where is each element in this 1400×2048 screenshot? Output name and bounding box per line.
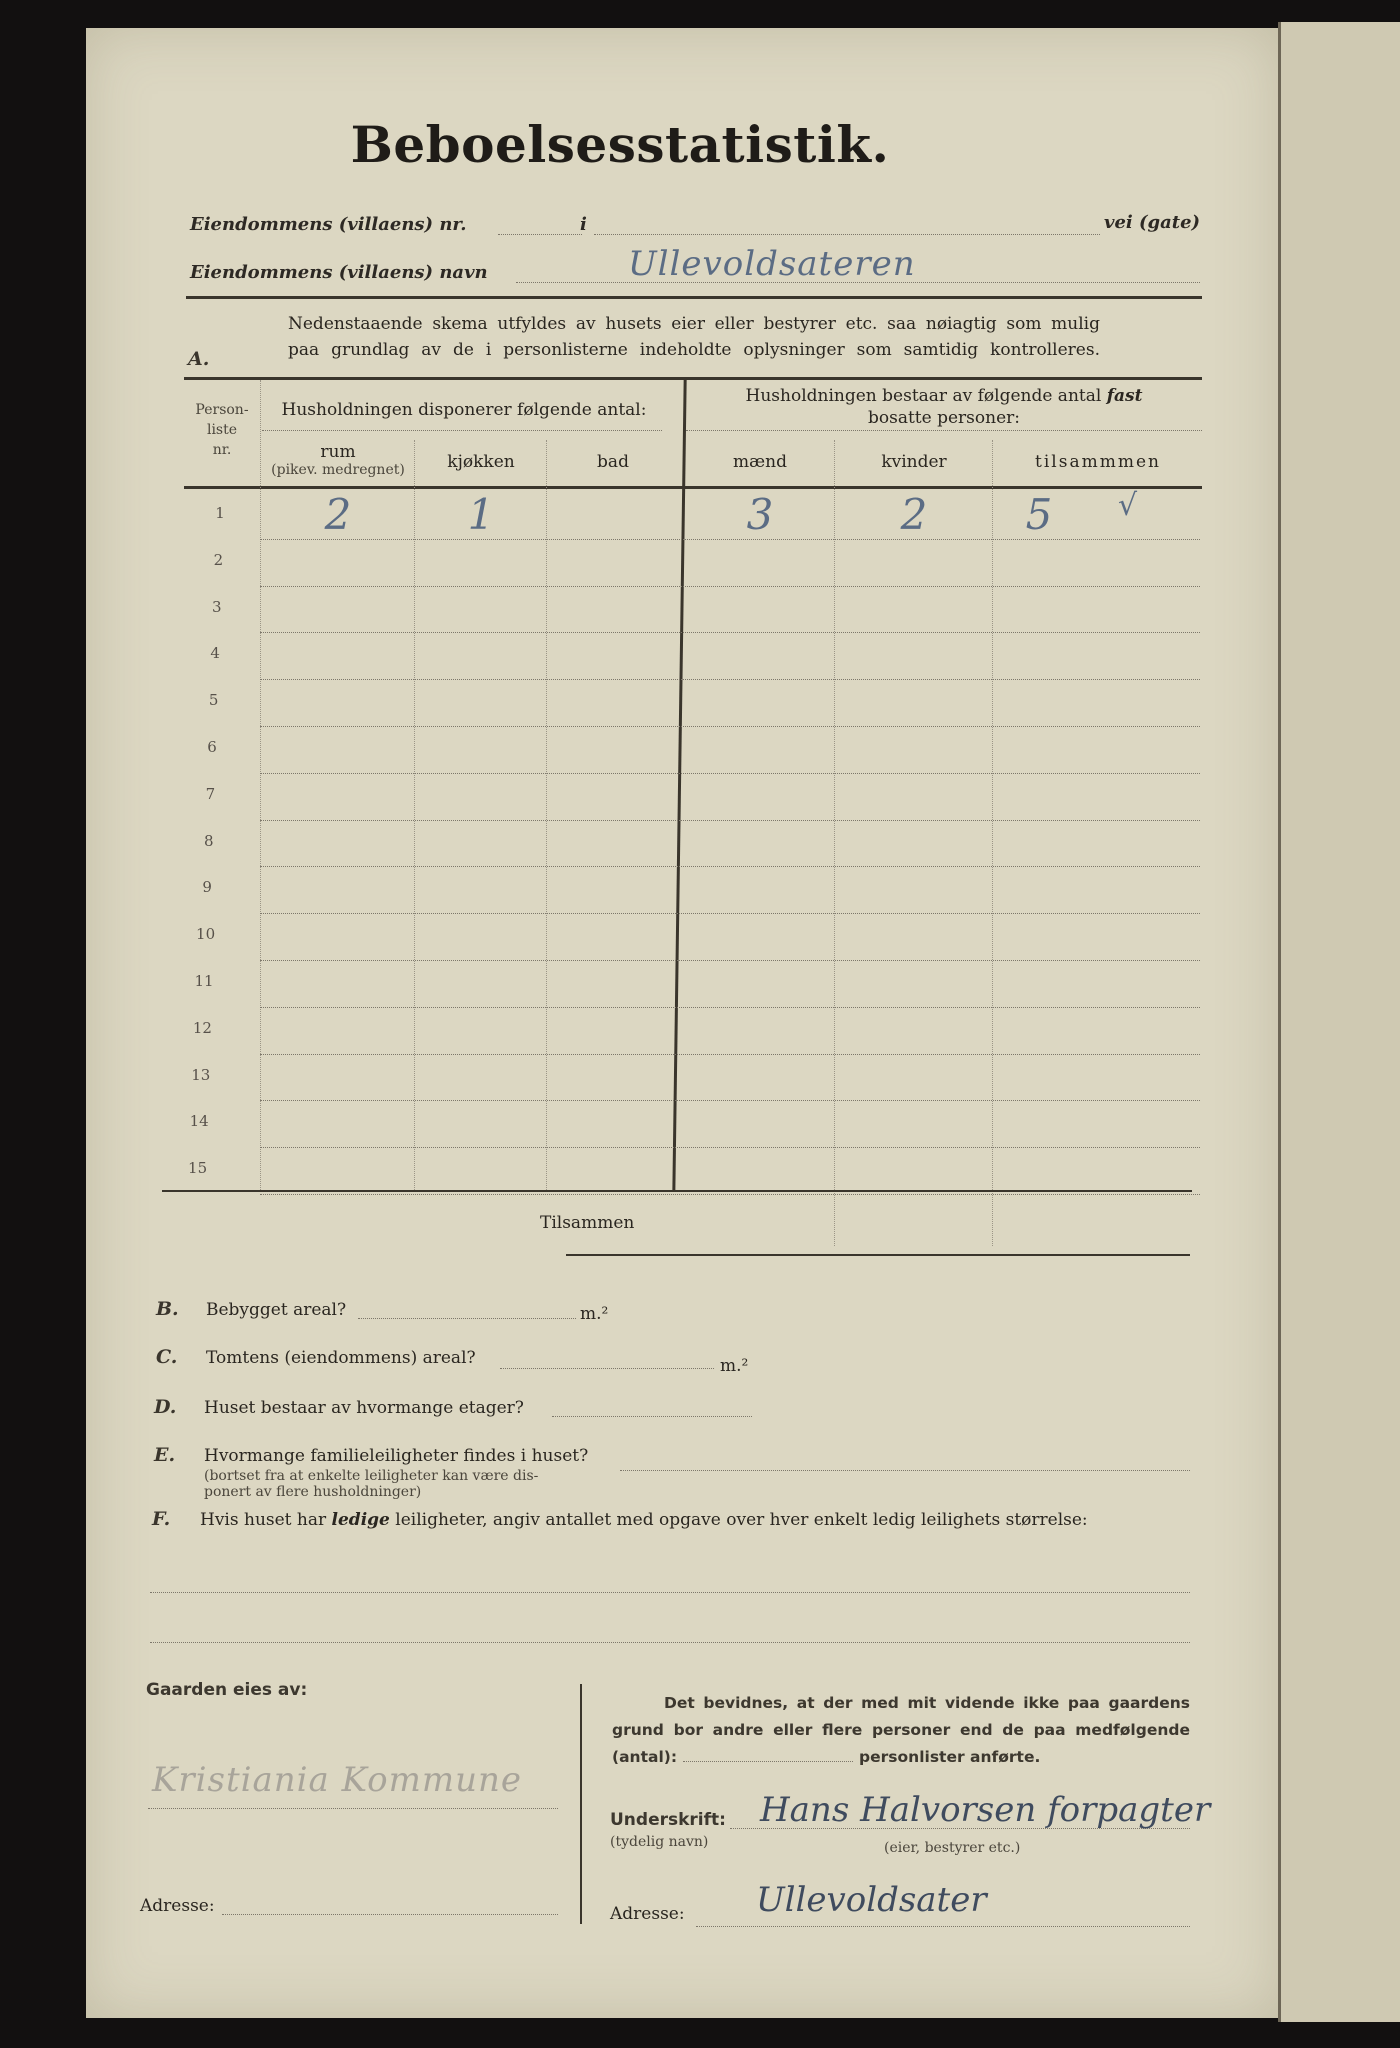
certification-line2: grund bor andre eller flere personer end de paa medfølgende: [612, 1721, 1190, 1739]
owner-line: [148, 1808, 558, 1809]
row-number: 5: [208, 691, 219, 710]
row-number: 14: [189, 1112, 209, 1131]
question-e-subtext-line1: (bortset fra at enkelte leiligheter kan være dis-: [204, 1468, 539, 1484]
question-e-line: [620, 1470, 1190, 1471]
col-divider-kvinder: [992, 440, 993, 1246]
question-b-unit: m.²: [580, 1304, 609, 1324]
check-mark: √: [1118, 488, 1138, 523]
property-number-label: Eiendommens (villaens) nr.: [190, 214, 467, 235]
col-tilsammen-header: tilsammmen: [1035, 452, 1161, 472]
question-c-letter: C.: [156, 1346, 178, 1368]
question-e-subtext: [204, 1468, 538, 1500]
question-e-text: Hvormange familieleiligheter findes i huset?: [204, 1446, 589, 1466]
street-line: [594, 234, 1100, 235]
col-personliste-header: [184, 400, 260, 460]
certification-antal-label: (antal):: [612, 1748, 678, 1766]
row-number: 6: [207, 738, 217, 756]
col-rum-header: rum: [320, 442, 356, 462]
street-i-label: i: [580, 214, 587, 235]
question-c-line: [500, 1368, 714, 1369]
col-personliste-line3: nr.: [212, 442, 232, 458]
row-number: 4: [210, 644, 220, 663]
cell-rum: 2: [324, 490, 352, 539]
question-d-letter: D.: [154, 1396, 177, 1418]
question-d-line: [552, 1416, 752, 1417]
certification-block: [612, 1690, 1190, 1771]
section-a-instruction-line1: Nedenstaaende skema utfyldes av husets eier eller bestyrer etc. saa nøiagtig som mulig: [288, 314, 1100, 334]
row-number: 3: [212, 597, 222, 616]
group2-header-fast: fast: [1106, 386, 1143, 406]
row-number: 1: [215, 504, 225, 522]
question-f-line1: [150, 1592, 1190, 1593]
row-number: 2: [213, 550, 224, 569]
question-e-subtext-line2: ponert av flere husholdninger): [204, 1484, 422, 1500]
row-number: 13: [191, 1065, 211, 1084]
total-label: Tilsammen: [540, 1213, 635, 1233]
row-number: 12: [192, 1018, 212, 1037]
adresse-right-label: Adresse:: [610, 1904, 685, 1924]
owner-handwritten: Kristiania Kommune: [152, 1760, 522, 1800]
row-rule: [260, 960, 1200, 961]
question-b-text: Bebygget areal?: [206, 1300, 347, 1320]
adresse-right-handwritten: Ullevoldsater: [756, 1880, 987, 1920]
col-personliste-line2: liste: [206, 422, 238, 438]
col-divider-personliste: [260, 380, 261, 1190]
row-number: 7: [205, 784, 216, 803]
question-f-text-em: ledige: [331, 1510, 390, 1530]
adresse-right-line: [696, 1926, 1190, 1927]
group1-header: Husholdningen disponerer følgende antal:: [281, 400, 647, 420]
footer-divider: [580, 1684, 582, 1924]
question-e-letter: E.: [154, 1444, 176, 1466]
row-number: 10: [196, 925, 216, 944]
certification-line3-text: personlister anførte.: [859, 1748, 1041, 1766]
header-divider: [186, 296, 1202, 299]
question-c-unit: m.²: [720, 1356, 749, 1376]
certification-line1: Det bevidnes, at der med mit vidende ikke paa gaardens: [664, 1694, 1190, 1712]
question-f-text-pre: Hvis huset har: [200, 1510, 327, 1530]
certification-antal-line: [683, 1761, 853, 1762]
total-row-bottom-border: [566, 1254, 1190, 1256]
cell-kvinder: 2: [900, 490, 928, 539]
group2-header-line2: bosatte personer:: [868, 408, 1020, 428]
row-rule: [260, 726, 1200, 727]
row-rule: [260, 1194, 1200, 1195]
col-maend-header: mænd: [733, 452, 787, 472]
row-rule: [260, 679, 1200, 680]
cell-kjokken: 1: [467, 490, 495, 539]
owner-label: Gaarden eies av:: [146, 1680, 308, 1700]
row-rule: [260, 820, 1200, 821]
question-f-letter: F.: [152, 1508, 171, 1530]
row-rule: [260, 1147, 1200, 1148]
question-d-text: Huset bestaar av hvormange etager?: [204, 1398, 524, 1418]
section-a-letter: A.: [188, 348, 210, 370]
row-rule: [260, 913, 1200, 914]
table-bottom-border: [162, 1190, 1192, 1192]
group1-header-rule: [262, 430, 662, 431]
cell-maend: 3: [746, 490, 774, 539]
row-number: 9: [202, 878, 212, 897]
group2-header-line1: [686, 386, 1202, 406]
col-personliste-line1: Person-: [195, 402, 249, 418]
property-name-label: Eiendommens (villaens) navn: [190, 262, 488, 283]
section-a-instruction-line2: paa grundlag av de i personlisterne indeholdte oplysninger som samtidig kontrolleres.: [288, 340, 1100, 360]
adresse-left-label: Adresse:: [140, 1896, 215, 1916]
question-b-line: [358, 1318, 576, 1319]
row-rule: [260, 1007, 1200, 1008]
row-rule: [260, 1054, 1200, 1055]
col-divider-kjokken: [546, 440, 547, 1190]
signature-handwritten: Hans Halvorsen forpagter: [760, 1790, 1211, 1830]
certification-line3: [612, 1744, 1190, 1771]
row-number: 15: [188, 1159, 208, 1178]
table-header-bottom-border: [184, 486, 1202, 489]
row-rule: [260, 866, 1200, 867]
group2-header-text: Husholdningen bestaar av følgende antal: [745, 386, 1102, 406]
question-c-text: Tomtens (eiendommens) areal?: [206, 1348, 476, 1368]
group2-header-rule: [686, 430, 1202, 431]
col-kvinder-header: kvinder: [881, 452, 947, 472]
property-number-line: [498, 234, 582, 235]
row-rule: [260, 632, 1200, 633]
col-divider-rum: [414, 440, 415, 1190]
signature-sublabel: (tydelig navn): [610, 1834, 709, 1850]
signature-role-label: (eier, bestyrer etc.): [884, 1840, 1021, 1856]
question-f-line2: [150, 1642, 1190, 1643]
property-name-handwritten: Ullevoldsateren: [628, 244, 916, 284]
adjacent-page-edge: [1278, 22, 1400, 2022]
cell-tilsammen: 5: [1025, 490, 1053, 539]
row-rule: [260, 1100, 1200, 1101]
col-kjokken-header: kjøkken: [447, 452, 515, 472]
col-rum-subheader: (pikev. medregnet): [271, 462, 405, 478]
row-rule: [260, 773, 1200, 774]
question-f-text-post: leiligheter, angiv antallet med opgave over hver enkelt ledig leilighets størrelse:: [395, 1510, 1088, 1530]
row-rule: [260, 586, 1200, 587]
col-bad-header: bad: [597, 452, 629, 472]
question-b-letter: B.: [156, 1298, 179, 1320]
question-f-text: [200, 1510, 1088, 1530]
row-number: 11: [194, 972, 214, 990]
col-divider-maend: [834, 440, 835, 1246]
street-vei-label: vei (gate): [1104, 212, 1201, 233]
row-number: 8: [204, 831, 214, 850]
page-title: Beboelsesstatistik.: [350, 115, 890, 174]
adresse-left-line: [222, 1914, 558, 1915]
table-top-border: [184, 377, 1202, 380]
signature-label: Underskrift:: [610, 1810, 726, 1830]
